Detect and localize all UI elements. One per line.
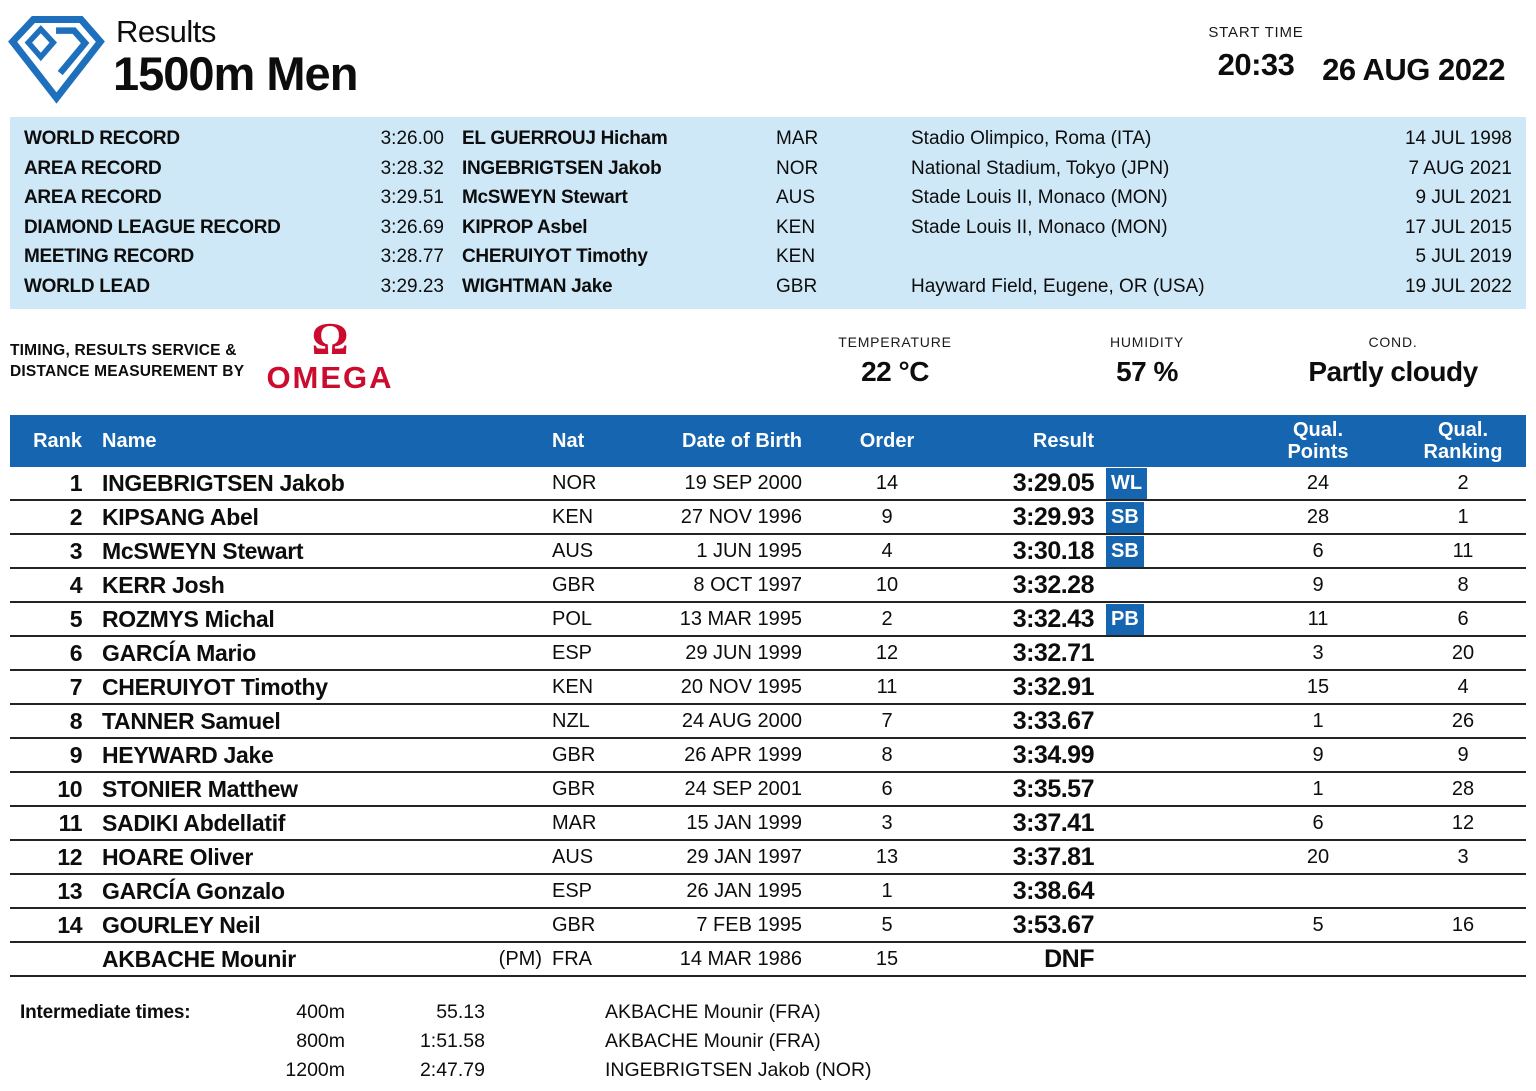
record-athlete: CHERUIYOT Timothy	[462, 246, 648, 268]
record-athlete: EL GUERROUJ Hicham	[462, 128, 668, 150]
cell-qual-ranking: 20	[1451, 641, 1475, 664]
intermediate-row	[10, 1027, 1526, 1056]
cell-result: 3:53.67	[1012, 910, 1094, 939]
record-date: 5 JUL 2019	[1415, 246, 1512, 268]
qual-ranking-line1: Qual.	[1437, 419, 1488, 441]
cell-rank: 14	[57, 911, 82, 938]
cell-dob: 7 FEB 1995	[696, 913, 802, 936]
temperature-value: 22 °C	[861, 356, 929, 387]
cell-qual-ranking: 9	[1457, 743, 1469, 766]
record-label: MEETING RECORD	[24, 246, 194, 268]
cell-dob: 19 SEP 2000	[684, 471, 802, 494]
record-date: 7 AUG 2021	[1408, 157, 1512, 179]
intermediate-distance: 1200m	[285, 1059, 345, 1081]
cell-qual-ranking: 6	[1457, 607, 1469, 630]
cell-badge	[1094, 536, 1160, 567]
cell-result: 3:29.05	[1012, 468, 1094, 497]
cell-dob: 27 NOV 1996	[680, 505, 802, 528]
cell-nat: GBR	[552, 913, 596, 936]
cell-nat: ESP	[552, 641, 593, 664]
cell-rank: 9	[69, 741, 82, 768]
cell-qual-ranking: 12	[1451, 811, 1475, 834]
results-table	[10, 415, 1526, 977]
cell-result: 3:34.99	[1012, 740, 1094, 769]
intermediate-athlete: AKBACHE Mounir (FRA)	[605, 1001, 821, 1023]
cell-dob: 26 APR 1999	[684, 743, 802, 766]
cell-result: DNF	[1044, 944, 1094, 973]
qual-ranking-line2: Ranking	[1423, 441, 1503, 463]
cell-qual-points: 5	[1312, 913, 1324, 936]
omega-wordmark: OMEGA	[266, 360, 394, 395]
table-row	[10, 841, 1526, 875]
intermediate-row	[10, 998, 1526, 1027]
cell-qual-points: 3	[1312, 641, 1324, 664]
cell-order: 8	[881, 743, 893, 766]
cell-nat: AUS	[552, 845, 594, 868]
cell-qual-ranking: 11	[1452, 539, 1474, 562]
humidity-value: 57 %	[1116, 356, 1178, 387]
results-label: Results	[116, 14, 216, 49]
column-header-nat: Nat	[552, 429, 585, 452]
intermediate-athlete: AKBACHE Mounir (FRA)	[605, 1030, 821, 1052]
table-row	[10, 637, 1526, 671]
table-row	[10, 807, 1526, 841]
intermediate-times	[10, 998, 1526, 1085]
cell-dob: 8 OCT 1997	[693, 573, 802, 596]
cell-order: 13	[875, 845, 899, 868]
humidity-label: HUMIDITY	[1109, 334, 1185, 350]
record-row	[24, 244, 1512, 270]
cell-rank: 1	[69, 469, 82, 496]
cell-rank: 4	[69, 571, 82, 598]
record-time: 3:26.69	[380, 216, 444, 238]
cell-name: HOARE Oliver	[102, 843, 254, 870]
cell-order: 7	[881, 709, 893, 732]
timing-credit-line1: TIMING, RESULTS SERVICE &	[10, 342, 237, 359]
cell-result: 3:33.67	[1012, 706, 1094, 735]
cell-name: STONIER Matthew	[102, 775, 298, 802]
cell-name: KERR Josh	[102, 571, 225, 598]
intermediate-athlete: INGEBRIGTSEN Jakob (NOR)	[605, 1059, 872, 1081]
cell-qual-ranking: 4	[1457, 675, 1469, 698]
record-nationality: NOR	[776, 157, 819, 179]
record-row	[24, 126, 1512, 152]
cell-nat: GBR	[552, 777, 596, 800]
cell-nat: KEN	[552, 505, 594, 528]
table-row	[10, 569, 1526, 603]
cell-qual-ranking: 8	[1457, 573, 1469, 596]
cell-order: 11	[876, 675, 898, 698]
cell-name: SADIKI Abdellatif	[102, 809, 286, 836]
cell-nat: AUS	[552, 539, 594, 562]
cell-name: GARCÍA Mario	[102, 639, 256, 666]
table-row	[10, 705, 1526, 739]
cell-name: HEYWARD Jake	[102, 741, 274, 768]
record-time: 3:26.00	[380, 128, 444, 150]
cell-qual-points: 6	[1312, 811, 1324, 834]
cell-order: 2	[881, 607, 893, 630]
record-time: 3:29.51	[380, 187, 444, 209]
cell-badge	[1094, 502, 1160, 533]
cell-order: 12	[875, 641, 899, 664]
table-row	[10, 603, 1526, 637]
omega-logo-icon	[255, 313, 405, 396]
start-time-value: 20:33	[1217, 47, 1295, 82]
cell-rank: 2	[69, 503, 82, 530]
cell-order: 5	[881, 913, 893, 936]
record-row	[24, 156, 1512, 182]
cell-rank: 7	[69, 673, 82, 700]
cell-order: 9	[881, 505, 893, 528]
intermediate-time: 2:47.79	[419, 1059, 485, 1081]
cell-note: (PM)	[498, 947, 542, 970]
cell-badge	[1094, 604, 1160, 635]
column-header-qual-points	[1160, 419, 1400, 463]
cell-name: GARCÍA Gonzalo	[102, 877, 285, 904]
cell-order: 15	[875, 947, 899, 970]
cell-dob: 24 AUG 2000	[681, 709, 802, 732]
record-date: 14 JUL 1998	[1404, 128, 1512, 150]
cell-result: 3:35.57	[1012, 774, 1094, 803]
table-row	[10, 467, 1526, 501]
record-date: 9 JUL 2021	[1415, 187, 1512, 209]
cell-rank: 8	[69, 707, 82, 734]
start-time-label: START TIME	[1208, 24, 1304, 41]
page-header	[0, 0, 1536, 113]
cell-nat: GBR	[552, 743, 596, 766]
intermediate-time: 55.13	[436, 1001, 485, 1023]
cell-result: 3:29.93	[1012, 502, 1094, 531]
cell-qual-points: 15	[1306, 675, 1330, 698]
table-row	[10, 671, 1526, 705]
cell-result: 3:32.71	[1012, 638, 1094, 667]
timing-credit	[10, 340, 244, 382]
cell-result: 3:37.41	[1012, 808, 1094, 837]
record-label: DIAMOND LEAGUE RECORD	[24, 216, 281, 238]
intermediate-row	[10, 1056, 1526, 1085]
record-label: WORLD RECORD	[24, 128, 180, 150]
record-venue: Hayward Field, Eugene, OR (USA)	[911, 275, 1205, 297]
cell-order: 1	[881, 879, 893, 902]
cell-name: KIPSANG Abel	[102, 503, 259, 530]
cell-qual-ranking: 28	[1451, 777, 1475, 800]
table-row	[10, 773, 1526, 807]
record-badge: PB	[1106, 604, 1144, 635]
record-time: 3:29.23	[380, 275, 444, 297]
record-date: 17 JUL 2015	[1404, 216, 1512, 238]
intermediate-distance: 400m	[296, 1001, 345, 1023]
record-nationality: MAR	[776, 128, 819, 150]
record-label: AREA RECORD	[24, 187, 162, 209]
record-nationality: KEN	[776, 246, 816, 268]
cell-order: 4	[881, 539, 893, 562]
cell-dob: 1 JUN 1995	[696, 539, 802, 562]
column-header-qual-ranking	[1400, 419, 1526, 463]
cell-dob: 29 JAN 1997	[686, 845, 802, 868]
record-row	[24, 274, 1512, 300]
cell-qual-ranking: 26	[1451, 709, 1475, 732]
cell-rank: 10	[57, 775, 82, 802]
column-header-order: Order	[859, 429, 915, 452]
record-badge: SB	[1106, 536, 1144, 567]
cell-result: 3:32.91	[1012, 672, 1094, 701]
cell-rank: 6	[69, 639, 82, 666]
cell-dob: 14 MAR 1986	[679, 947, 802, 970]
conditions-value: Partly cloudy	[1308, 356, 1478, 387]
cell-result: 3:30.18	[1012, 536, 1094, 565]
table-row	[10, 943, 1526, 977]
cell-qual-ranking: 3	[1457, 845, 1469, 868]
event-date: 26 AUG 2022	[1322, 52, 1505, 87]
intermediate-label: Intermediate times:	[20, 1002, 191, 1023]
cell-qual-points: 9	[1312, 573, 1324, 596]
conditions-label: COND.	[1368, 334, 1418, 350]
conditions-block	[1243, 334, 1536, 388]
cell-rank: 5	[69, 605, 82, 632]
cell-rank: 12	[57, 843, 82, 870]
temperature-label: TEMPERATURE	[838, 334, 952, 350]
records-panel	[10, 117, 1526, 309]
record-row	[24, 215, 1512, 241]
column-header-name: Name	[102, 429, 157, 452]
table-row	[10, 501, 1526, 535]
cell-result: 3:37.81	[1012, 842, 1094, 871]
cell-badge	[1094, 468, 1160, 499]
cell-dob: 20 NOV 1995	[680, 675, 802, 698]
record-label: WORLD LEAD	[24, 275, 150, 297]
cell-name: CHERUIYOT Timothy	[102, 673, 328, 700]
cell-order: 3	[881, 811, 893, 834]
record-badge: WL	[1106, 468, 1147, 499]
record-date: 19 JUL 2022	[1404, 275, 1512, 297]
record-venue: National Stadium, Tokyo (JPN)	[911, 157, 1170, 179]
cell-order: 14	[875, 471, 899, 494]
record-time: 3:28.32	[380, 157, 444, 179]
diamond-league-logo-icon	[8, 8, 105, 110]
cell-qual-points: 1	[1312, 709, 1324, 732]
cell-rank: 13	[57, 877, 82, 904]
intermediate-distance: 800m	[296, 1030, 345, 1052]
table-row	[10, 909, 1526, 943]
cell-name: McSWEYN Stewart	[102, 537, 304, 564]
cell-result: 3:32.43	[1012, 604, 1094, 633]
cell-nat: ESP	[552, 879, 593, 902]
cell-name: AKBACHE Mounir	[102, 945, 296, 972]
cell-dob: 15 JAN 1999	[686, 811, 802, 834]
table-row	[10, 739, 1526, 773]
cell-order: 10	[875, 573, 899, 596]
cell-name: INGEBRIGTSEN Jakob	[102, 469, 345, 496]
record-venue: Stade Louis II, Monaco (MON)	[911, 187, 1168, 209]
cell-qual-ranking: 16	[1451, 913, 1475, 936]
table-header-row	[10, 415, 1526, 467]
intermediate-time: 1:51.58	[419, 1030, 485, 1052]
cell-qual-points: 20	[1306, 845, 1330, 868]
cell-result: 3:32.28	[1012, 570, 1094, 599]
cell-name: TANNER Samuel	[102, 707, 281, 734]
cell-dob: 24 SEP 2001	[684, 777, 802, 800]
column-header-result: Result	[1032, 429, 1094, 452]
cell-rank: 3	[69, 537, 82, 564]
cell-dob: 29 JUN 1999	[685, 641, 802, 664]
cell-qual-points: 1	[1312, 777, 1324, 800]
record-nationality: GBR	[776, 275, 818, 297]
omega-symbol-icon: Ω	[311, 313, 349, 364]
column-header-rank: Rank	[33, 429, 82, 452]
cell-name: ROZMYS Michal	[102, 605, 275, 632]
timing-credit-line2: DISTANCE MEASUREMENT BY	[10, 363, 245, 380]
record-athlete: KIPROP Asbel	[462, 216, 588, 238]
cell-nat: NZL	[552, 709, 590, 732]
cell-qual-points: 9	[1312, 743, 1324, 766]
cell-qual-points: 11	[1307, 607, 1329, 630]
record-nationality: AUS	[776, 187, 816, 209]
record-venue: Stadio Olimpico, Roma (ITA)	[911, 128, 1152, 150]
page-title: 1500m Men	[113, 47, 358, 100]
cell-qual-ranking: 1	[1457, 505, 1469, 528]
qual-points-line1: Qual.	[1292, 419, 1343, 441]
record-athlete: McSWEYN Stewart	[462, 187, 628, 209]
cell-dob: 26 JAN 1995	[686, 879, 802, 902]
record-nationality: KEN	[776, 216, 816, 238]
cell-nat: POL	[552, 607, 593, 630]
meta-bar	[0, 312, 1536, 412]
cell-qual-ranking: 2	[1457, 471, 1469, 494]
cell-nat: MAR	[552, 811, 597, 834]
table-row	[10, 875, 1526, 909]
record-athlete: INGEBRIGTSEN Jakob	[462, 157, 662, 179]
column-header-dob: Date of Birth	[682, 429, 802, 452]
record-label: AREA RECORD	[24, 157, 162, 179]
cell-qual-points: 28	[1306, 505, 1330, 528]
cell-result: 3:38.64	[1012, 876, 1094, 905]
qual-points-line2: Points	[1287, 441, 1349, 463]
cell-qual-points: 24	[1306, 471, 1330, 494]
start-time-block	[1176, 24, 1336, 83]
record-time: 3:28.77	[380, 246, 444, 268]
record-venue: Stade Louis II, Monaco (MON)	[911, 216, 1168, 238]
cell-qual-points: 6	[1312, 539, 1324, 562]
cell-nat: GBR	[552, 573, 596, 596]
cell-nat: FRA	[552, 947, 592, 970]
cell-rank: 11	[58, 809, 82, 836]
cell-nat: KEN	[552, 675, 594, 698]
table-row	[10, 535, 1526, 569]
record-athlete: WIGHTMAN Jake	[462, 275, 613, 297]
record-badge: SB	[1106, 502, 1144, 533]
cell-dob: 13 MAR 1995	[679, 607, 802, 630]
cell-order: 6	[881, 777, 893, 800]
cell-name: GOURLEY Neil	[102, 911, 261, 938]
record-row	[24, 185, 1512, 211]
cell-nat: NOR	[552, 471, 597, 494]
